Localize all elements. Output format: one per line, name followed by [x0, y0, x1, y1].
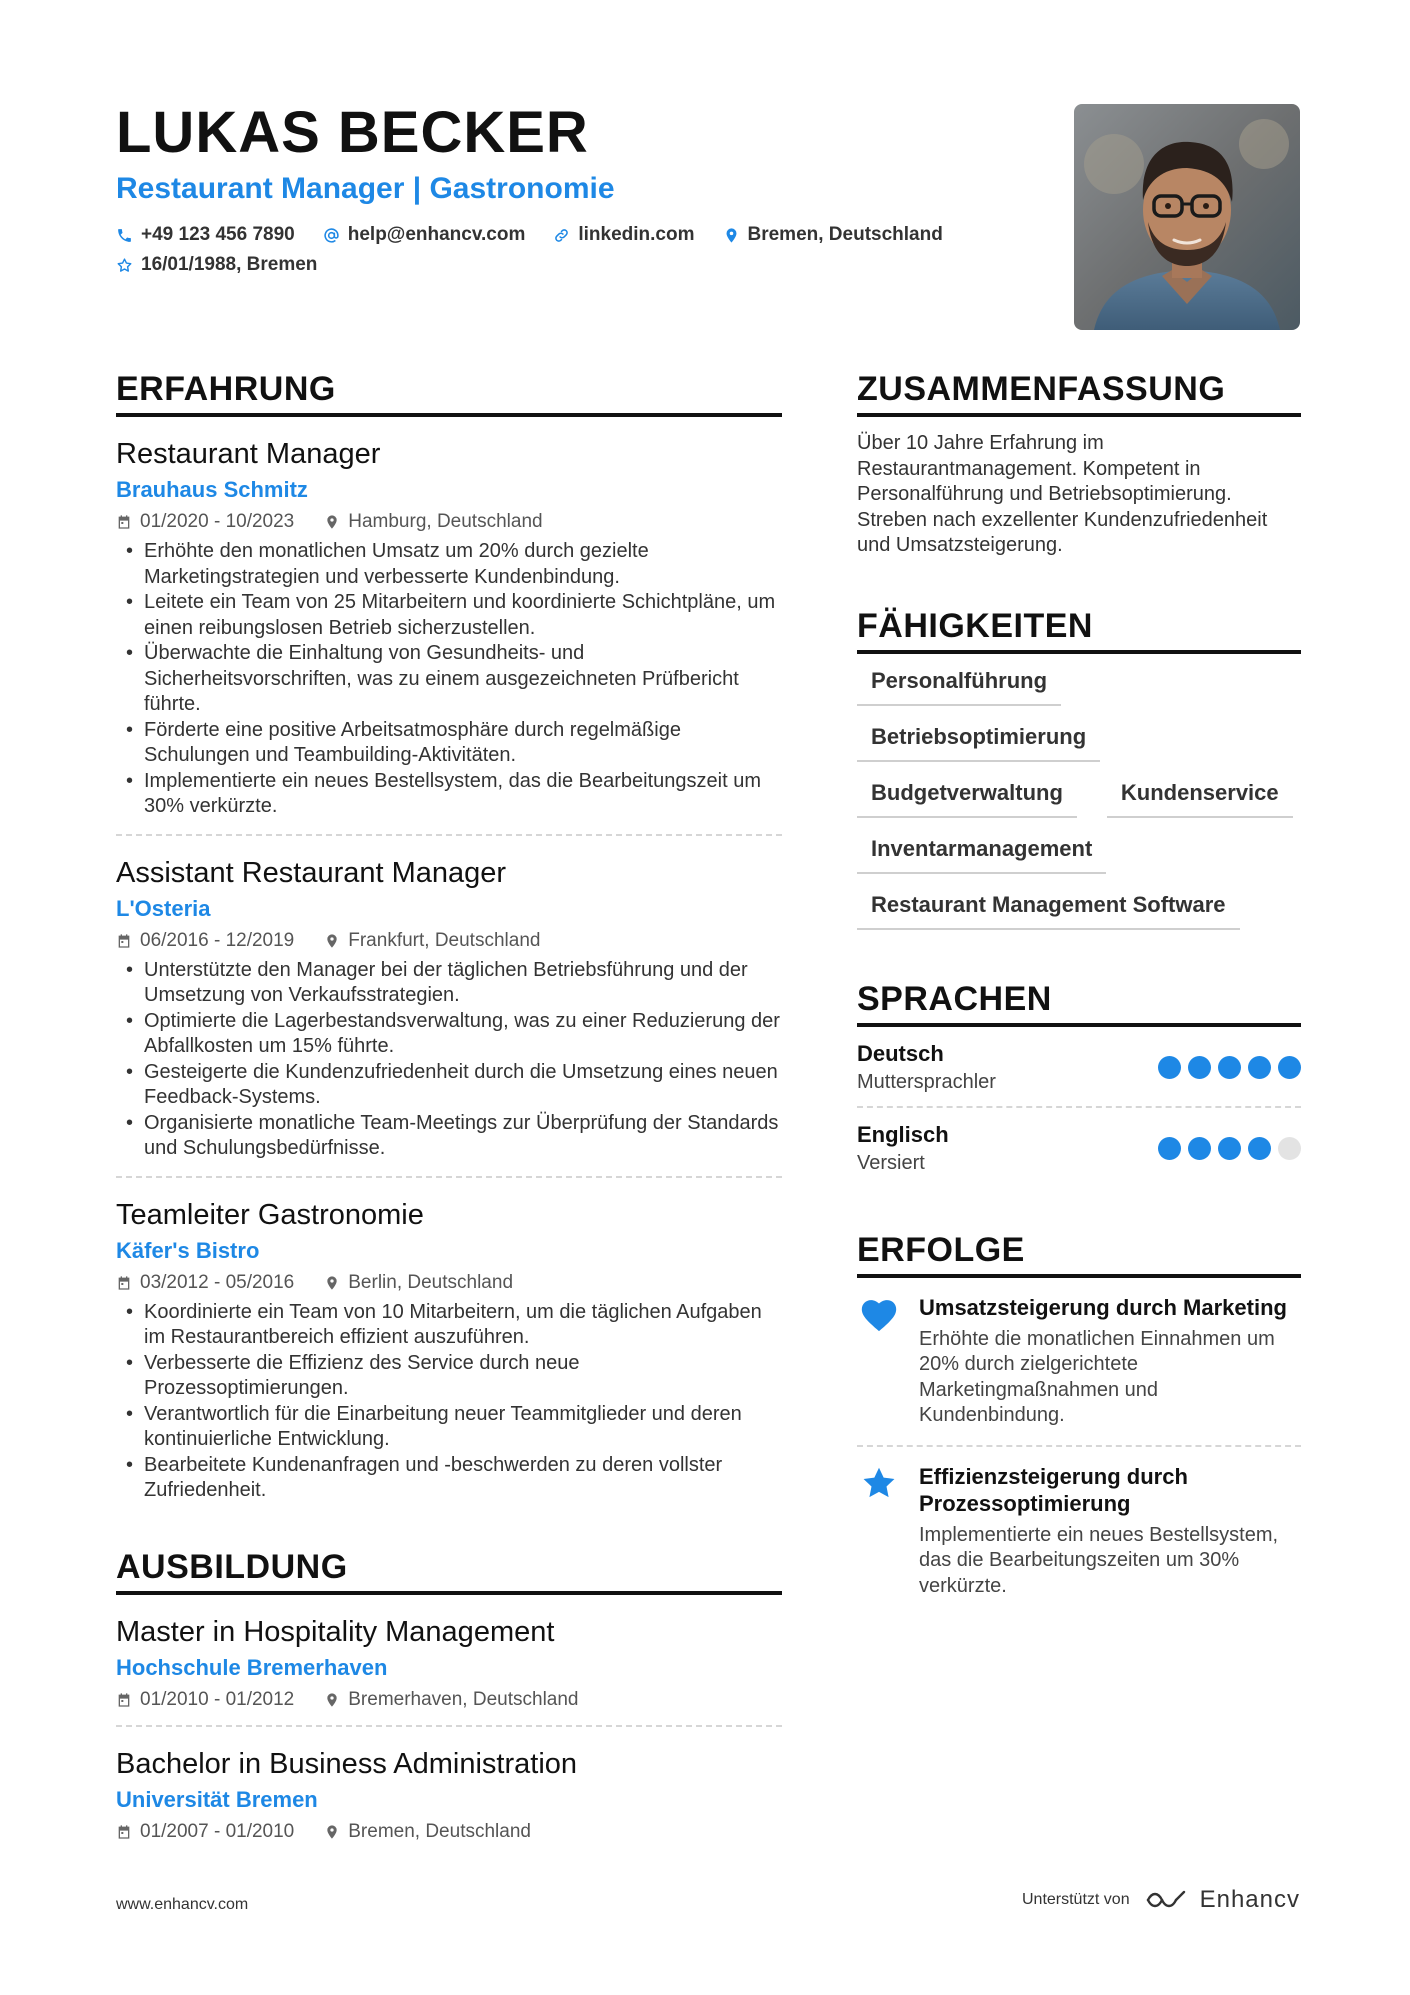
job-location — [324, 930, 540, 952]
job-meta — [116, 930, 782, 952]
job-title: Assistant Restaurant Manager — [116, 856, 507, 889]
language-name: Englisch — [857, 1121, 949, 1147]
language-level: Muttersprachler — [857, 1070, 996, 1093]
map-pin-icon — [723, 227, 740, 244]
achievements-section-title: ERFOLGE — [857, 1231, 1301, 1278]
experience-entry — [116, 1178, 782, 1518]
education-section-title: AUSBILDUNG — [116, 1548, 782, 1595]
skill-tag: Kundenservice — [1107, 780, 1293, 818]
education-entry — [116, 1595, 782, 1727]
star-outline-icon — [116, 257, 133, 274]
bullet-item: • Verantwortlich für die Einarbeitung neuer Teammitglieder und deren kontinuierliche Entwicklung. — [116, 1402, 782, 1453]
school-name[interactable]: Universität Bremen — [116, 1786, 318, 1812]
left-column — [116, 370, 782, 1857]
language-name: Deutsch — [857, 1040, 944, 1066]
candidate-headline: Restaurant Manager | Gastronomie — [116, 172, 615, 205]
company-name[interactable]: L'Osteria — [116, 895, 211, 921]
job-meta — [116, 1272, 782, 1294]
email-text: help@enhancv.com — [347, 224, 526, 245]
language-entry — [857, 1027, 1301, 1108]
job-location — [324, 1272, 513, 1294]
bullet-item: • Organisierte monatliche Team-Meetings zur Überprüfung der Standards und Schulungsbedürfnisse. — [116, 1111, 782, 1162]
education-entry — [116, 1727, 782, 1857]
bullet-item: • Verbesserte die Effizienz des Service durch neue Prozessoptimierungen. — [116, 1351, 782, 1402]
location-text: Bremen, Deutschland — [348, 1820, 531, 1842]
education-location — [324, 1689, 578, 1711]
job-title: Teamleiter Gastronomie — [116, 1198, 424, 1231]
dates-text: 01/2020 - 10/2023 — [140, 511, 295, 532]
contact-phone[interactable] — [116, 224, 295, 246]
avatar-portrait — [1074, 104, 1300, 330]
bullet-item: • Bearbeitete Kundenanfragen und -beschwerden zu deren vollster Zufriedenheit. — [116, 1453, 782, 1504]
experience-entry — [116, 417, 782, 836]
map-pin-icon — [324, 514, 340, 530]
footer-website[interactable]: www.enhancv.com — [116, 1896, 249, 1913]
bullet-item: • Überwachte die Einhaltung von Gesundheits- und Sicherheitsvorschriften, was zu einem ausgezeichneten Prüfbericht führte. — [116, 641, 782, 718]
education-dates — [116, 1821, 294, 1843]
birth-text: 16/01/1988, Bremen — [141, 254, 318, 275]
job-dates — [116, 930, 294, 952]
calendar-icon — [116, 1692, 132, 1708]
company-name[interactable]: Brauhaus Schmitz — [116, 477, 308, 502]
experience-section-title: ERFAHRUNG — [116, 370, 782, 417]
skill-tag: Restaurant Management Software — [857, 892, 1240, 930]
rating-dot-filled — [1218, 1056, 1241, 1079]
bullet-item: • Förderte eine positive Arbeitsatmosphäre durch regelmäßige Schulungen und Teambuilding-Aktivitäten. — [116, 718, 782, 769]
language-level: Versiert — [857, 1151, 925, 1174]
phone-text: +49 123 456 7890 — [141, 224, 295, 245]
language-rating — [1158, 1056, 1301, 1079]
enhancv-logo-icon — [1144, 1888, 1190, 1912]
rating-dot-filled — [1158, 1056, 1181, 1079]
degree-title: Master in Hospitality Management — [116, 1615, 555, 1648]
location-text: Bremen, Deutschland — [747, 224, 943, 245]
map-pin-icon — [324, 1824, 340, 1840]
dates-text: 01/2010 - 01/2012 — [140, 1688, 295, 1710]
resume-header — [116, 100, 1016, 276]
brand-name: Enhancv — [1199, 1886, 1300, 1913]
dates-text: 06/2016 - 12/2019 — [140, 929, 295, 951]
education-dates — [116, 1689, 294, 1711]
achievement-title: Effizienzsteigerung durch Prozessoptimierung — [919, 1463, 1188, 1516]
calendar-icon — [116, 1824, 132, 1840]
job-title: Restaurant Manager — [116, 438, 381, 470]
candidate-name: LUKAS BECKER — [116, 100, 589, 165]
rating-dot-filled — [1248, 1056, 1271, 1079]
right-column — [857, 370, 1301, 1615]
rating-dot-filled — [1278, 1056, 1301, 1079]
rating-dot-filled — [1188, 1056, 1211, 1079]
map-pin-icon — [324, 1275, 340, 1291]
bullet-item: • Unterstützte den Manager bei der täglichen Betriebsführung und der Umsetzung von Verkaufsstrategien. — [116, 958, 782, 1009]
achievement-desc: Erhöhte die monatlichen Einnahmen um 20% durch zielgerichtete Marketingmaßnahmen und Kundenbindung. — [919, 1327, 1275, 1426]
achievement-entry — [857, 1447, 1301, 1616]
location-text: Hamburg, Deutschland — [348, 511, 543, 532]
bullet-item: • Optimierte die Lagerbestandsverwaltung, was zu einer Reduzierung der Abfallkosten um 15% führte. — [116, 1009, 782, 1060]
rating-dot-filled — [1248, 1137, 1271, 1160]
contact-email[interactable] — [323, 224, 526, 246]
powered-by-label: Unterstützt von — [1021, 1891, 1130, 1908]
rating-dot-filled — [1218, 1137, 1241, 1160]
skill-tag: Inventarmanagement — [857, 836, 1106, 874]
phone-icon — [116, 227, 133, 244]
bullet-item: • Erhöhte den monatlichen Umsatz um 20% durch gezielte Marketingstrategien und verbesserte Kundenbindung. — [116, 539, 782, 590]
bullet-item: • Implementierte ein neues Bestellsystem, das die Bearbeitungszeit um 30% verkürzte. — [116, 769, 782, 820]
language-entry — [857, 1108, 1301, 1187]
job-bullets — [116, 958, 782, 1162]
star-icon-wrap — [857, 1463, 901, 1600]
summary-section-title: ZUSAMMENFASSUNG — [857, 370, 1301, 417]
footer-branding — [1022, 1886, 1300, 1914]
achievement-entry — [857, 1278, 1301, 1447]
job-bullets — [116, 1300, 782, 1504]
job-bullets — [116, 539, 782, 820]
job-location — [324, 511, 542, 533]
achievement-title: Umsatzsteigerung durch Marketing — [919, 1294, 1287, 1320]
map-pin-icon — [324, 1692, 340, 1708]
achievement-desc: Implementierte ein neues Bestellsystem, das die Bearbeitungszeiten um 30% verkürzte. — [919, 1523, 1279, 1597]
contact-linkedin[interactable] — [553, 224, 694, 246]
link-icon — [553, 227, 570, 244]
rating-dot-filled — [1158, 1137, 1181, 1160]
dates-text: 03/2012 - 05/2016 — [140, 1271, 295, 1293]
job-dates — [116, 511, 294, 533]
heart-icon-wrap — [857, 1294, 901, 1429]
education-meta — [116, 1689, 782, 1711]
location-text: Bremerhaven, Deutschland — [348, 1688, 579, 1710]
rating-dot-empty — [1278, 1137, 1301, 1160]
contact-location — [723, 224, 943, 246]
bullet-item: • Leitete ein Team von 25 Mitarbeitern und koordinierte Schichtpläne, um einen reibungslosen Betrieb sicherzustellen. — [116, 590, 782, 641]
company-name[interactable]: Käfer's Bistro — [116, 1237, 260, 1263]
calendar-icon — [116, 1275, 132, 1291]
skill-tag: Budgetverwaltung — [857, 780, 1077, 818]
skills-list — [857, 668, 1301, 930]
location-text: Frankfurt, Deutschland — [348, 929, 541, 951]
rating-dot-filled — [1188, 1137, 1211, 1160]
contact-list — [116, 224, 1016, 276]
calendar-icon — [116, 933, 132, 949]
job-meta — [116, 511, 782, 533]
brand-logo[interactable] — [1144, 1886, 1300, 1914]
school-name[interactable]: Hochschule Bremerhaven — [116, 1654, 388, 1680]
experience-entry — [116, 836, 782, 1178]
at-icon — [323, 227, 340, 244]
education-location — [324, 1821, 531, 1843]
languages-section-title: SPRACHEN — [857, 980, 1301, 1027]
skill-tag: Betriebsoptimierung — [857, 724, 1100, 762]
job-dates — [116, 1272, 294, 1294]
map-pin-icon — [324, 933, 340, 949]
bullet-item: • Gesteigerte die Kundenzufriedenheit durch die Umsetzung eines neuen Feedback-Systems. — [116, 1060, 782, 1111]
heart-icon — [859, 1296, 899, 1332]
education-meta — [116, 1821, 782, 1843]
location-text: Berlin, Deutschland — [348, 1271, 514, 1293]
calendar-icon — [116, 514, 132, 530]
summary-text: Über 10 Jahre Erfahrung im Restaurantmanagement. Kompetent in Personalführung und Betriebsoptimierung. Streben nach exzellenter Kundenzufriedenheit und Umsatzsteigerung. — [857, 432, 1268, 556]
dates-text: 01/2007 - 01/2010 — [140, 1820, 295, 1842]
skill-tag: Personalführung — [857, 668, 1061, 706]
skills-section-title: FÄHIGKEITEN — [857, 607, 1301, 654]
language-rating — [1158, 1137, 1301, 1160]
star-icon — [859, 1465, 899, 1501]
bullet-item: • Koordinierte ein Team von 10 Mitarbeitern, um die täglichen Aufgaben im Restaurantbereich effizient auszuführen. — [116, 1300, 782, 1351]
degree-title: Bachelor in Business Administration — [116, 1747, 578, 1780]
contact-birth — [116, 254, 317, 276]
linkedin-text: linkedin.com — [578, 224, 695, 245]
profile-photo — [1074, 104, 1300, 330]
